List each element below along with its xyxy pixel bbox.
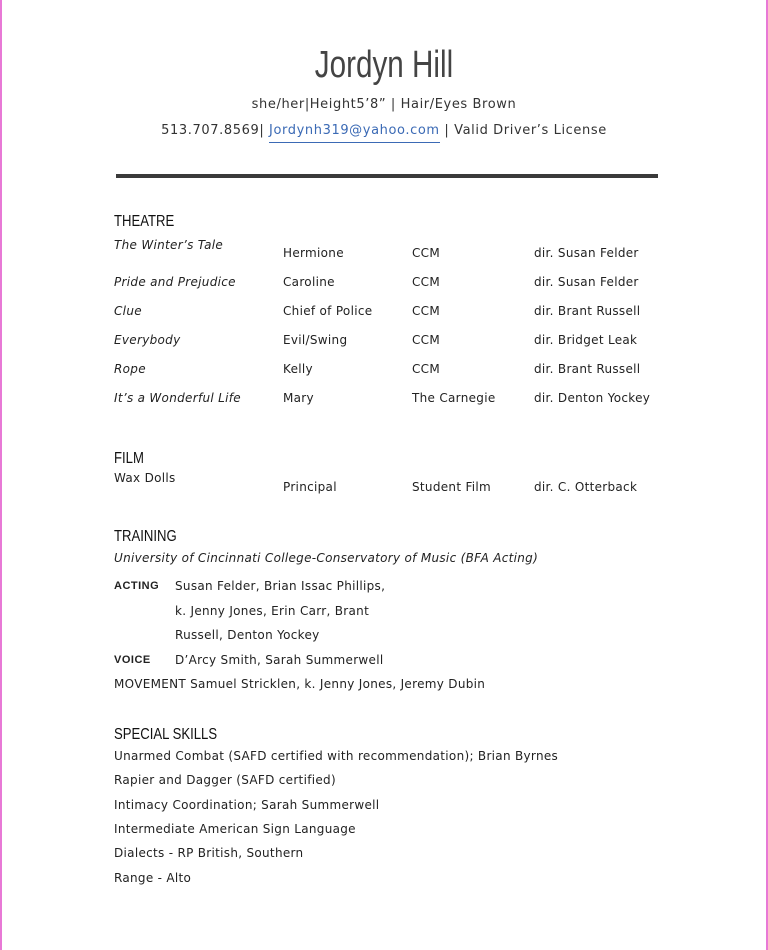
list-item: Unarmed Combat (SAFD certified with recommendation); Brian Byrnes bbox=[114, 749, 559, 763]
email-link[interactable]: Jordynh319@yahoo.com bbox=[269, 123, 440, 143]
acting-label: ACTING bbox=[114, 580, 160, 592]
role: Evil/Swing bbox=[283, 333, 348, 347]
list-item: Rapier and Dagger (SAFD certified) bbox=[114, 773, 336, 787]
role: Chief of Police bbox=[283, 304, 373, 318]
film-title: Wax Dolls bbox=[114, 471, 176, 485]
director: dir. C. Otterback bbox=[534, 480, 638, 494]
venue: CCM bbox=[412, 362, 441, 376]
show-title: The Winter’s Tale bbox=[114, 238, 224, 252]
role: Caroline bbox=[283, 275, 335, 289]
special-skills-heading: SPECIAL SKILLS bbox=[114, 726, 218, 743]
film-heading: FILM bbox=[114, 450, 144, 467]
director: dir. Brant Russell bbox=[534, 362, 641, 376]
director: dir. Bridget Leak bbox=[534, 333, 638, 347]
role: Kelly bbox=[283, 362, 313, 376]
show-title: Rope bbox=[114, 362, 146, 376]
movement-line: MOVEMENT Samuel Stricklen, k. Jenny Jones, Jeremy Dubin bbox=[114, 677, 486, 691]
acting-teachers-line: Susan Felder, Brian Issac Phillips, bbox=[175, 579, 386, 593]
acting-teachers-line: k. Jenny Jones, Erin Carr, Brant bbox=[175, 604, 370, 618]
role: Mary bbox=[283, 391, 314, 405]
voice-teachers-line: D’Arcy Smith, Sarah Summerwell bbox=[175, 653, 384, 667]
show-title: It’s a Wonderful Life bbox=[114, 391, 241, 405]
contact-line bbox=[2, 123, 766, 138]
venue: CCM bbox=[412, 275, 441, 289]
table-row bbox=[2, 362, 766, 380]
venue: CCM bbox=[412, 304, 441, 318]
venue: CCM bbox=[412, 246, 441, 260]
acting-teachers-line: Russell, Denton Yockey bbox=[175, 628, 320, 642]
voice-label: VOICE bbox=[114, 654, 151, 666]
table-row bbox=[2, 246, 766, 264]
list-item: Range - Alto bbox=[114, 871, 192, 885]
list-item: Dialects - RP British, Southern bbox=[114, 846, 304, 860]
venue: Student Film bbox=[412, 480, 492, 494]
venue: The Carnegie bbox=[412, 391, 496, 405]
list-item: Intimacy Coordination; Sarah Summerwell bbox=[114, 798, 380, 812]
phone-number: 513.707.8569| bbox=[161, 123, 265, 138]
table-row bbox=[2, 333, 766, 351]
venue: CCM bbox=[412, 333, 441, 347]
training-heading: TRAINING bbox=[114, 528, 177, 545]
pronouns-height-hair: she/her|Height5’8” | Hair/Eyes Brown bbox=[251, 97, 517, 112]
show-title: Clue bbox=[114, 304, 142, 318]
personal-info-line bbox=[2, 97, 766, 112]
role: Hermione bbox=[283, 246, 344, 260]
show-title: Everybody bbox=[114, 333, 181, 347]
table-row bbox=[2, 480, 766, 498]
director: dir. Susan Felder bbox=[534, 275, 639, 289]
license-text: | Valid Driver’s License bbox=[444, 123, 607, 138]
director: dir. Susan Felder bbox=[534, 246, 639, 260]
training-school: University of Cincinnati College-Conservatory of Music (BFA Acting) bbox=[114, 551, 539, 565]
resume-name: Jordyn Hill bbox=[314, 44, 454, 86]
table-row bbox=[2, 391, 766, 409]
table-row bbox=[2, 275, 766, 293]
role: Principal bbox=[283, 480, 337, 494]
table-row bbox=[2, 304, 766, 322]
show-title: Pride and Prejudice bbox=[114, 275, 236, 289]
list-item: Intermediate American Sign Language bbox=[114, 822, 356, 836]
theatre-heading: THEATRE bbox=[114, 213, 175, 230]
director: dir. Brant Russell bbox=[534, 304, 641, 318]
header-divider bbox=[116, 174, 658, 178]
director: dir. Denton Yockey bbox=[534, 391, 651, 405]
